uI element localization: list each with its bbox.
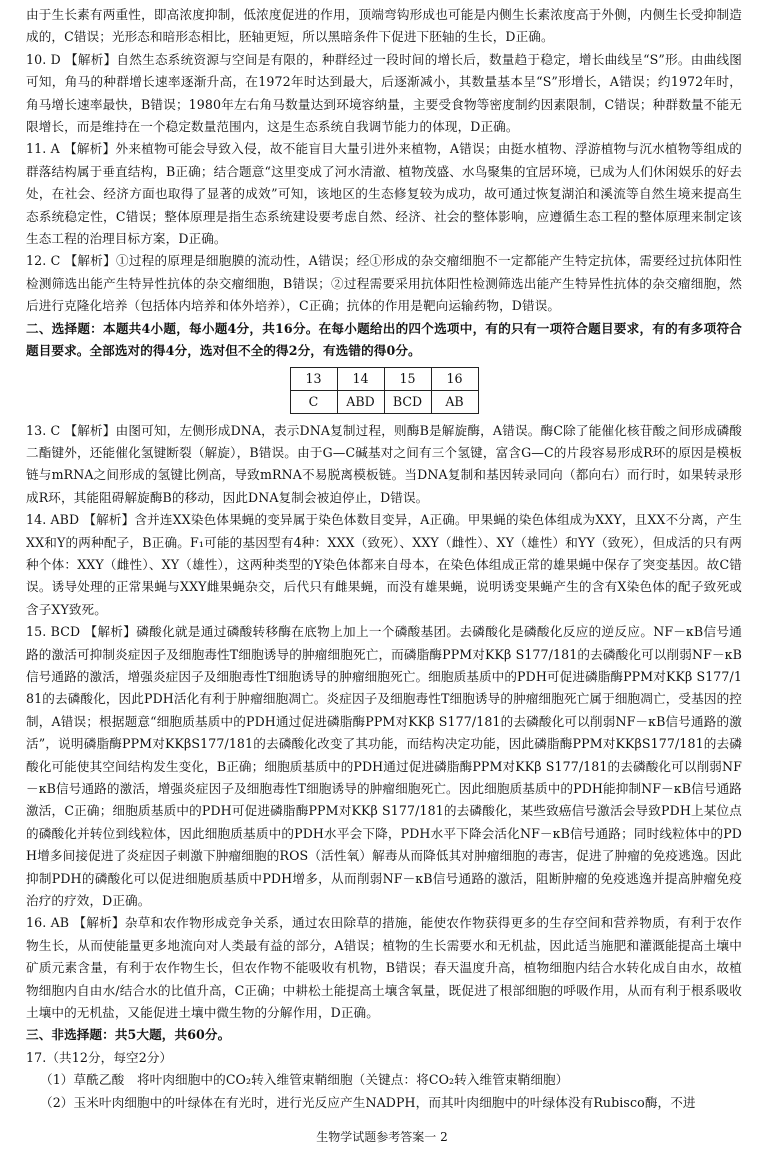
- answer-17-part-1: （1）草酰乙酸 将叶肉细胞中的CO₂转入维管束鞘细胞（关键点：将CO₂转入维管束鞘细胞）: [40, 1072, 569, 1088]
- table-cell: 15: [384, 367, 431, 390]
- answer-table: [290, 367, 479, 414]
- table-cell: C: [290, 390, 337, 413]
- table-cell: 13: [290, 367, 337, 390]
- section-3-heading: 三、非选择题：共5大题，共60分。: [26, 1027, 231, 1043]
- answer-table-numbers-row: [290, 367, 478, 390]
- answer-14: 14. ABD 【解析】含并连XX染色体果蝇的变异属于染色体数目变异，A正确。甲果蝇的染色体组成为XXY，且XX不分离，产生XX和Y的两种配子，B正确。F₁可能的基因型有4种：XXX（致死）、XXY（雌性）、XY（雄性）和YY（致死），但成活的只有两种个体：XXY（雌性）、XY（雄性），这两种类型的Y染色体都来自母本，在染色体组成正常的雄果蝇中保存了突变基因。故C错误。诱导处理的正常果蝇与XXY雌果蝇杂交，后代只有雌果蝇，而没有雄果蝇，说明诱变果蝇产生的含有X染色体的配子致死或含子XY致死。: [26, 512, 742, 617]
- paragraph-continuation: 由于生长素有两重性，即高浓度抑制，低浓度促进的作用，顶端弯钩形成也可能是内侧生长素浓度高于外侧，内侧生长受抑制造成的，C错误；光形态和暗形态相比，胚轴更短，所以黑暗条件下促进下胚轴的生长，D正确。: [26, 7, 742, 45]
- answer-12: 12. C 【解析】①过程的原理是细胞膜的流动性，A错误；经①形成的杂交瘤细胞不一定都能产生特定抗体，需要经过抗体阳性检测筛选出能产生特异性抗体的杂交瘤细胞，B错误；②过程需要采用抗体阳性检测筛选出能产生特异性抗体的杂交瘤细胞，然后进行克隆化培养（包括体内培养和体外培养），C正确；抗体的作用是靶向运输药物，D错误。: [26, 253, 742, 314]
- answer-17-part-2: （2）玉米叶肉细胞中的叶绿体在有光时，进行光反应产生NADPH，而其叶肉细胞中的叶绿体没有Rubisco酶，不进: [40, 1094, 696, 1110]
- answer-11: 11. A 【解析】外来植物可能会导致入侵，故不能盲目大量引进外来植物，A错误；由挺水植物、浮游植物与沉水植物等组成的群落结构属于垂直结构，B正确；结合题意“这里变成了河水清澈、植物茂盛、水鸟聚集的宜居环境，已成为人们休闲娱乐的好去处，在社会、经济方面也取得了显著的成效”可知，该地区的生态修复较为成功，故可通过恢复湖泊和溪流等自然生境来提高生态系统稳定性，C错误；整体原理是指生态系统建设要考虑自然、经济、社会的整体影响，应遵循生态工程的整体原理来制定该生态工程的治理目标方案，D正确。: [26, 141, 742, 247]
- answer-table-answers-row: [290, 390, 478, 413]
- section-2-heading: 二、选择题：本题共4小题，每小题4分，共16分。在每小题给出的四个选项中，有的只有一项符合题目要求，有的有多项符合题目要求。全部选对的得4分，选对但不全的得2分，有选错的得0分。: [26, 320, 742, 359]
- answer-13: 13. C 【解析】由图可知，左侧形成DNA，表示DNA复制过程，则酶B是解旋酶，A错误。酶C除了能催化核苷酸之间形成磷酸二酯键外，还能催化氢键断裂（解旋），B错误。由于G—C碱基对之间有三个氢键，富含G—C的片段容易形成R环的原因是模板链与mRNA之间形成的氢键比例高，导致mRNA不易脱离模板链。当DNA复制和基因转录同向（都向右）而行时，如果转录形成R环，其能阻碍解旋酶B的移动，因此DNA复制会被迫停止，D错误。: [26, 422, 742, 505]
- answer-10: 10. D 【解析】自然生态系统资源与空间是有限的，种群经过一段时间的增长后，数量趋于稳定，增长曲线呈“S”形。由曲线图可知，角马的种群增长速率逐渐升高，在1972年时达到最大，后逐渐减小，其数量基本呈“S”形增长，A错误；约1972年时，角马增长速率最快，B错误；1980年左右角马数量达到环境容纳量，主要受食物等密度制约因素限制，C错误；种群数量不能无限增长，而是维持在一个稳定数量范围内，这是生态系统自我调节能力的体现，D正确。: [26, 51, 742, 135]
- answer-15: 15. BCD 【解析】磷酸化就是通过磷酸转移酶在底物上加上一个磷酸基团。去磷酸化是磷酸化反应的逆反应。NF－κB信号通路的激活可抑制炎症因子及细胞毒性T细胞诱导的肿瘤细胞死亡，而磷脂酶PPM对KKβ S177/181的去磷酸化可以削弱NF－κB信号通路的激活，增强炎症因子及细胞毒性T细胞诱导的肿瘤细胞死亡。细胞质基质中的PDH可促进磷脂酶PPM对KKβ S177/181的去磷酸化，因此PDH活化有利于肿瘤细胞凋亡。炎症因子及细胞毒性T细胞诱导的肿瘤细胞死亡属于细胞凋亡，受基因的控制，A错误；根据题意“细胞质基质中的PDH通过促进磷脂酶PPM对KKβ S177/181的去磷酸化可以削弱NF－κB信号通路的激活”，说明磷脂酶PPM对KKβS177/181的去磷酸化改变了其功能，而结构决定功能，因此磷脂酶PPM对KKβS177/181的去磷酸化可能使其空间结构发生变化，B正确；细胞质基质中的PDH通过促进磷脂酶PPM对KKβ S177/181的去磷酸化可以削弱NF－κB信号通路的激活，增强炎症因子及细胞毒性T细胞诱导的肿瘤细胞死亡。因此细胞质基质中的PDH能抑制NF－κB信号通路激活，C正确；细胞质基质中的PDH可促进磷脂酶PPM对KKβ S177/181的去磷酸化，某些致癌信号激活会导致PDH上某位点的磷酸化并转位到线粒体，因此细胞质基质中的PDH水平会下降，PDH水平下降会活化NF－κB信号通路；同时线粒体中的PDH增多间接促进了炎症因子刺激下肿瘤细胞的ROS（活性氧）解毒从而降低其对肿瘤细胞的毒害，促进了肿瘤的免疫逃逸。因此抑制PDH的磷酸化可以促进细胞质基质中PDH增多，从而削弱NF－κB信号通路的激活，阻断肿瘤的免疫逃逸并提高肿瘤免疫治疗的疗效，D正确。: [26, 624, 742, 909]
- answer-16: 16. AB 【解析】杂草和农作物形成竞争关系，通过农田除草的措施，能使农作物获得更多的生存空间和营养物质，有利于农作物生长，从而使能量更多地流向对人类最有益的部分，A错误；植物的生长需要水和无机盐，因此适当施肥和灌溉能提高土壤中矿质元素含量，有利于农作物生长，但农作物不能吸收有机物，B错误；春天温度升高，植物细胞内结合水转化成自由水，故植物细胞内自由水/结合水的比值升高，C正确；中耕松土能提高土壤含氧量，既促进了根部细胞的呼吸作用，从而有利于根系吸收土壤中的无机盐，又能促进土壤中微生物的分解作用，D正确。: [26, 915, 742, 1021]
- table-cell: ABD: [337, 390, 384, 413]
- table-cell: 16: [431, 367, 478, 390]
- table-cell: AB: [431, 390, 478, 413]
- table-cell: 14: [337, 367, 384, 390]
- page-footer: 生物学试题参考答案一 2: [316, 1130, 448, 1144]
- answer-17-heading: 17.（共12分，每空2分）: [26, 1049, 173, 1065]
- table-cell: BCD: [384, 390, 431, 413]
